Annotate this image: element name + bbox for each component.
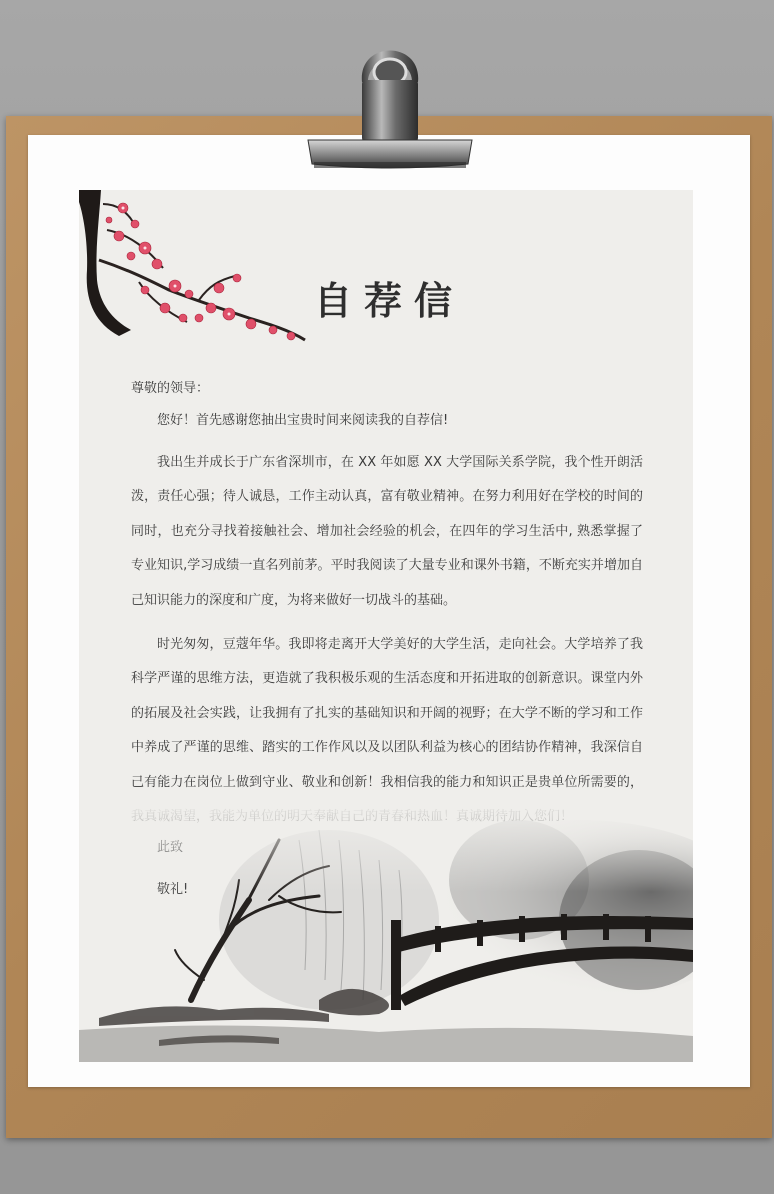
paragraph-1: 您好！首先感谢您抽出宝贵时间来阅读我的自荐信! bbox=[157, 413, 449, 428]
paragraph-2: 我出生并成长于广东省深圳市，在 XX 年如愿 XX 大学国际关系学院，我个性开朗活泼，责任心强；待人诚恳，工作主动认真，富有敬业精神。在努力利用好在学校的时间的同时，也充分寻找着接触社会、增加社会经验的机会，在四年的学习生活中, 熟悉掌握了专业知识,学习成绩一直名列前茅。平时我阅读了大量专业和课外书籍，不断充实并增加自己知识能力的深度和广度，为将来做好一切战斗的基础。 bbox=[131, 455, 643, 608]
plum-blossom-decoration bbox=[79, 190, 319, 350]
letter-title: 自荐信 bbox=[314, 279, 465, 323]
salutation: 尊敬的领导： bbox=[131, 381, 210, 396]
ink-landscape-decoration bbox=[79, 800, 693, 1062]
binder-clip-icon bbox=[300, 20, 480, 180]
letter-body bbox=[131, 378, 643, 844]
paragraph-3: 时光匆匆，豆蔻年华。我即将走离开大学美好的大学生活，走向社会。大学培养了我科学严谨的思维方法，更造就了我积极乐观的生活态度和开拓进取的创新意识。课堂内外的拓展及社会实践，让我拥有了扎实的基础知识和开阔的视野；在大学不断的学习和工作中养成了严谨的思维、踏实的工作作风以及以团队利益为核心的团结协作精神，我深信自己有能力在岗位上做到守业、敬业和创新！我相信我的能力和知识正是贵单位所需要的， bbox=[131, 637, 643, 790]
letter-paper bbox=[79, 190, 693, 1062]
